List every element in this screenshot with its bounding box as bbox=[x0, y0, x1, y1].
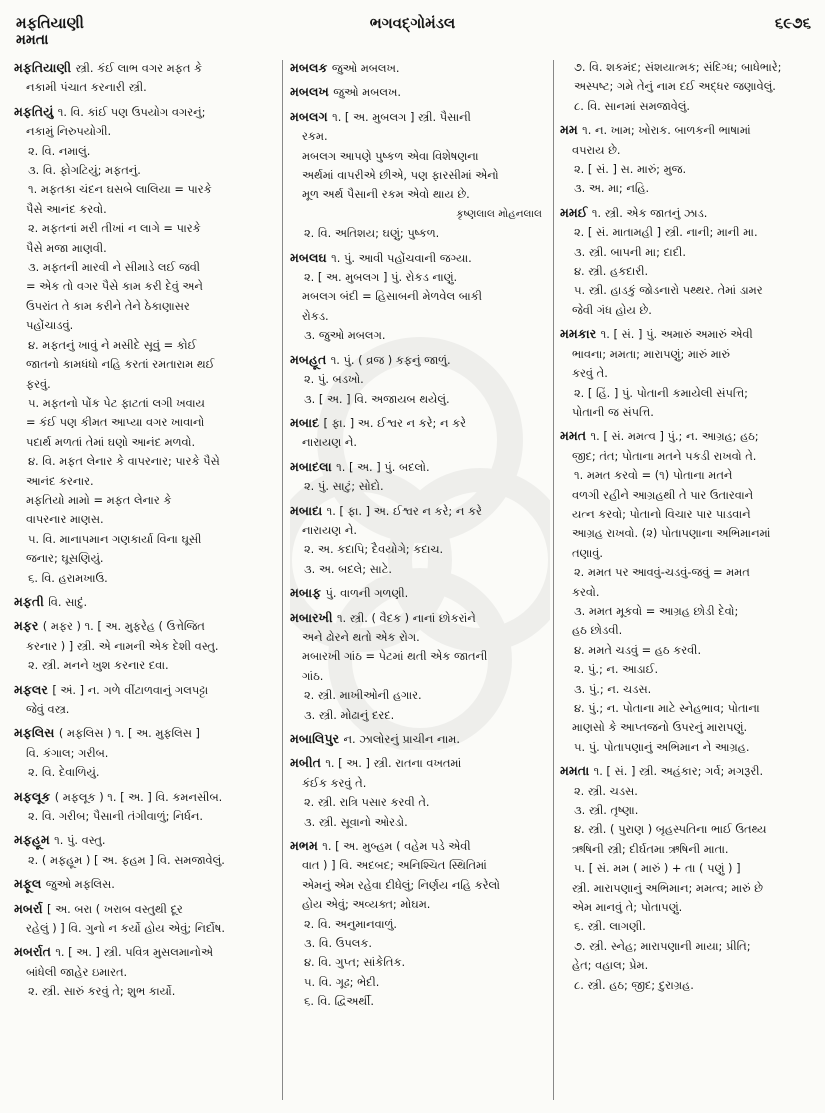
definition-line: ૩. અ. મા; નહિ. bbox=[574, 181, 650, 196]
definition-line: ૨. [ અ. મુબલગ ] પું. રોકડ નાણું. bbox=[304, 270, 458, 285]
definition-line: ભાવના; મમતા; મારાપણું; મારું મારું bbox=[572, 346, 730, 361]
dictionary-entry bbox=[290, 583, 548, 603]
definition-text: જુઓ મબલખ. bbox=[331, 61, 400, 75]
definition-text: ૧. વિ. કાંઈ પણ ઉપયોગ વગરનું; bbox=[57, 104, 206, 119]
headword: મબાફ bbox=[290, 585, 326, 601]
definition-line: રોકડ. bbox=[302, 308, 329, 323]
definition-text: પું. વાળની ગળણી. bbox=[325, 586, 409, 601]
definition-line: માણસો કે આપ્તજનો ઉપરનું મારાપણું. bbox=[572, 720, 748, 735]
definition-text: ૧. [ સં. મમત્વ ] પું.; ન. આગ્રહ; હઠ; bbox=[590, 429, 759, 444]
headword: મફૂલ bbox=[14, 876, 46, 892]
definition-line: તણાવું. bbox=[572, 545, 603, 560]
definition-line: ૩. સ્ત્રી. મોઢાનું દરદ. bbox=[304, 707, 395, 722]
headword: મબલખ bbox=[290, 84, 334, 100]
dictionary-entry bbox=[14, 874, 276, 894]
headword: મફતિયાણી bbox=[14, 60, 76, 75]
headword: મબર્રાત bbox=[14, 944, 56, 960]
definition-line: પહોંચાડવું. bbox=[26, 318, 74, 333]
definition-line: મફતિયો મામો = મફત લેનાર કે bbox=[26, 492, 172, 507]
definition-line: વળગી રહીને આગ્રહથી તે પાર ઉતારવાને bbox=[572, 487, 754, 502]
definition-line: મબલગ બંદી = હિસાબની મેળવેલ બાકી bbox=[302, 289, 482, 304]
dictionary-entry bbox=[290, 350, 548, 409]
dictionary-entry bbox=[14, 942, 276, 1001]
definition-line: ૩. મફતની મારવી ને સીમાડે લઈ જવી bbox=[28, 260, 201, 275]
definition-text: [ અ. બરા ( ખરાબ વસ્તુથી દૂર bbox=[47, 901, 183, 916]
dictionary-entry bbox=[560, 324, 818, 422]
dictionary-entry bbox=[290, 501, 548, 580]
headword: મબાદ bbox=[290, 414, 324, 430]
definition-text: ૧. પું. ( વ્રજ ) કફનું જાળું. bbox=[330, 352, 451, 367]
definition-text: વિ. સાદું. bbox=[48, 594, 88, 609]
dictionary-columns bbox=[0, 58, 825, 1108]
definition-line: ૨. વિ. ગરીબ; પૈસાની તંગીવાળું; નિર્ધન. bbox=[28, 809, 204, 824]
headword: મબલક bbox=[290, 60, 332, 75]
headword: મબીત bbox=[290, 755, 326, 771]
dictionary-entry bbox=[290, 107, 548, 244]
definition-line: વાપરનાર માણસ. bbox=[26, 512, 104, 527]
dictionary-entry bbox=[14, 58, 276, 98]
dictionary-entry bbox=[290, 58, 548, 78]
definition-text: જુઓ મબલખ. bbox=[333, 85, 401, 100]
definition-line: નકામું નિરુપયોગી. bbox=[26, 124, 112, 139]
headword: મબાદા bbox=[290, 502, 327, 518]
headword: મમઈ bbox=[560, 204, 592, 220]
definition-line: ૫. મફતનો પોંક પેટ ફાટતાં લગી ખવાય bbox=[28, 395, 205, 410]
definition-line: ૪. મમતે ચડવું = હઠ કરવી. bbox=[574, 642, 702, 657]
definition-line: ૨. પું. બડખો. bbox=[304, 372, 364, 387]
definition-text: ૧. પું. વસ્તુ. bbox=[54, 833, 106, 848]
definition-line: ૩. સ્ત્રી. તૃષ્ણા. bbox=[574, 803, 639, 818]
definition-line: ૩. જુઓ મબલગ. bbox=[304, 328, 386, 343]
definition-line: ૪. વિ. ગુપ્ત; સાંકેતિક. bbox=[304, 955, 406, 970]
definition-line: ૫. સ્ત્રી. હાડકું જોડનારો પથ્થર. તેમાં ડામર bbox=[574, 283, 763, 298]
dictionary-entry bbox=[290, 729, 548, 749]
headword: મફહૂમ bbox=[14, 832, 55, 848]
definition-line: એમ માનવું તે; પોતાપણું. bbox=[572, 900, 683, 915]
definition-line: = એક તો વગર પૈસે કામ કરી દેવું અને bbox=[26, 279, 203, 294]
dictionary-entry bbox=[14, 102, 276, 588]
headword: મમતા bbox=[560, 763, 594, 779]
book-title: ભગવદ્ગોમંડલ bbox=[369, 14, 456, 32]
definition-line: ૬. વિ. દ્વિઅર્થી. bbox=[304, 994, 374, 1009]
definition-line: ૫. વિ. માનાપમાન ગણકાર્યા વિના ઘૂસી bbox=[28, 531, 202, 546]
column-3 bbox=[560, 58, 818, 1108]
definition-text: ૧. [ અ. ] પું. બદલો. bbox=[336, 459, 430, 474]
definition-text: ૧. [ સં. ] સ્ત્રી. અહંકાર; ગર્વ; મગરૂરી. bbox=[593, 764, 764, 779]
definition-text: ૧. [ અ. ] સ્ત્રી. રાતના વખતમાં bbox=[325, 756, 462, 771]
left-guide-word: મફતિયાણી bbox=[16, 14, 84, 32]
definition-line: ૨. [ હિં. ] પું. પોતાની કમાયેલી સંપત્તિ; bbox=[574, 385, 748, 400]
quote-attribution: કૃષ્ણલાલ મોહનલાલ bbox=[456, 207, 542, 220]
headword: મફલર bbox=[14, 681, 53, 697]
dictionary-entry bbox=[560, 203, 818, 320]
headword: મબાલિપુર bbox=[290, 731, 344, 746]
headword: મમ bbox=[560, 122, 583, 138]
definition-line: ૬. વિ. હરામખાઉ. bbox=[28, 570, 108, 585]
definition-text: ( મફલૂક ) ૧. [ અ. ] વિ. કમનસીબ. bbox=[54, 789, 223, 804]
definition-text: ૧. [ અ. ] સ્ત્રી. પવિત્ર મુસલમાનોએ bbox=[55, 945, 214, 960]
definition-line: વપરાય છે. bbox=[572, 142, 621, 157]
definition-line: પૈસે મજા માણવી. bbox=[26, 240, 107, 255]
definition-text: ન. ઝાલોરનું પ્રાચીન નામ. bbox=[343, 732, 460, 746]
definition-line: ૭. સ્ત્રી. સ્નેહ; મારાપણાની માયા; પ્રીતિ; bbox=[574, 938, 751, 953]
definition-line: મબારખી ગાંઠ = પેટમાં થતી એક જાતની bbox=[302, 649, 488, 664]
definition-line: ૨. સ્ત્રી. માખીઓની હગાર. bbox=[304, 688, 422, 703]
definition-line: કંઈક કરવું તે. bbox=[302, 775, 367, 790]
dictionary-entry bbox=[560, 120, 818, 199]
dictionary-entry bbox=[14, 680, 276, 720]
definition-line: ૫. વિ. ગૂઢ; ભેદી. bbox=[304, 974, 380, 989]
definition-line: મબલગ આપણે પુષ્કળ એવા વિશેષણના bbox=[302, 148, 479, 163]
headword: મબર્રા bbox=[14, 900, 47, 916]
dictionary-entry bbox=[290, 608, 548, 725]
definition-text: [ ફા. ] અ. ઈશ્વર ન કરે; ન કરે bbox=[323, 415, 467, 430]
definition-line: કરવું તે. bbox=[572, 366, 608, 381]
dictionary-entry bbox=[290, 82, 548, 102]
definition-line: ફરવું. bbox=[26, 376, 51, 391]
right-guide-word: મમતા bbox=[16, 32, 49, 48]
definition-line: જેવી ગંધ હોય છે. bbox=[572, 302, 652, 317]
headword: મફતી bbox=[14, 593, 49, 609]
definition-line: ૨. સ્ત્રી. મનને ખુશ કરનાર દવા. bbox=[28, 658, 169, 673]
page-number: ૬૯૭૬ bbox=[774, 14, 811, 32]
headword: મમકાર bbox=[560, 326, 601, 342]
definition-line: ૩. [ અ. ] વિ. અજાયબ થયેલું. bbox=[304, 391, 450, 406]
definition-line: ૨. મફતનાં મરી તીખાં ન લાગે = પારકે bbox=[28, 221, 201, 236]
definition-text: ૧. [ સં. ] પું. અમારું અમારું એવી bbox=[600, 327, 753, 342]
definition-line: ગાંઠ. bbox=[302, 668, 324, 683]
definition-line: ૧. મફતકા ચંદન ઘસબે લાલિયા = પારકે bbox=[28, 182, 212, 197]
definition-text: ( મફર ) ૧. [ અ. મુફરેહ ( ઉત્તેજિત bbox=[42, 619, 205, 634]
headword: મબલઘ bbox=[290, 249, 332, 265]
definition-line: આનંદ કરનાર. bbox=[26, 473, 94, 488]
definition-line: ૩. મમત મૂકવો = આગ્રહ છોડી દેવો; bbox=[574, 603, 739, 618]
definition-line: ૨. વિ. અનુમાનવાળું. bbox=[304, 916, 398, 931]
headword: મફલૂક bbox=[14, 788, 55, 804]
definition-line: હઠ છોડવી. bbox=[572, 623, 623, 638]
definition-line: ૫. [ સં. મમ ( મારું ) + તા ( પણું ) ] bbox=[574, 861, 741, 876]
definition-text: ૧. [ અ. મુબ્હમ ( વહેમ પડે એવી bbox=[322, 839, 471, 854]
definition-line: મૂળ અર્થ પૈસાની રકમ એવો થાય છે. bbox=[302, 187, 470, 202]
running-head bbox=[0, 10, 825, 34]
headword: મમત bbox=[560, 428, 591, 444]
definition-line: ૨. સ્ત્રી. રાત્રિ પસાર કરવી તે. bbox=[304, 795, 430, 810]
definition-line: ૭. વિ. શકમંદ; સંશયાત્મક; સંદિગ્ધ; બાધેભારે; bbox=[574, 60, 782, 74]
definition-line: ૨. [ સં. ] સ. મારું; મુજ. bbox=[574, 162, 687, 177]
definition-line: ૪. વિ. મફત લેનાર કે વાપરનાર; પારકે પૈસે bbox=[28, 454, 220, 469]
definition-line: રકમ. bbox=[302, 129, 328, 144]
definition-line: હોય એવું; અવ્યક્ત; મોઘમ. bbox=[302, 897, 431, 912]
dictionary-entry bbox=[560, 426, 818, 757]
definition-line: ૨. મમત પર આવવું-ચડવું-જવું = મમત bbox=[574, 565, 750, 580]
definition-line: ૨. સ્ત્રી. સારું કરવું તે; શુભ કાર્યો. bbox=[28, 984, 176, 999]
dictionary-entry bbox=[14, 899, 276, 939]
definition-line: રહેલું ) ] વિ. ગુનો ન કર્યો હોય એવું; નિર્દોષ. bbox=[26, 921, 225, 936]
definition-line: ૧. મમત કરવો = (૧) પોતાના મતને bbox=[574, 468, 733, 483]
definition-line: ૨. વિ. નમાલું. bbox=[28, 143, 91, 158]
definition-line: કરવો. bbox=[572, 584, 600, 599]
dictionary-entry bbox=[290, 413, 548, 453]
definition-line: ૨. વિ. અતિશય; ઘણું; પુષ્કળ. bbox=[304, 226, 440, 241]
dictionary-entry bbox=[290, 836, 548, 1012]
headword: મભમ bbox=[290, 838, 323, 854]
definition-line: એમનું એમ રહેવા દીધેલું; નિર્ણય નહિ કરેલો bbox=[302, 877, 500, 892]
definition-line: હેત; વહાલ; પ્રેમ. bbox=[572, 958, 649, 973]
column-2 bbox=[290, 58, 548, 1108]
dictionary-entry bbox=[14, 787, 276, 827]
definition-line: ૨. વિ. દેવાળિયું. bbox=[28, 765, 100, 780]
definition-line: નારાયણ ને. bbox=[302, 522, 357, 537]
definition-line: જેવું વસ્ત્ર. bbox=[26, 702, 70, 716]
definition-line: ૩. સ્ત્રી. સૂવાનો ઓરડો. bbox=[304, 814, 408, 829]
definition-line: યત્ન કરવો; પોતાનો વિચાર પાર પાડવાને bbox=[572, 506, 751, 521]
definition-line: ૨. ( મફહૂમ ) [ અ. ફહમ ] વિ. સમજાવેલું. bbox=[28, 852, 225, 867]
definition-line: ૫. પું. પોતાપણાનું અભિમાન ને આગ્રહ. bbox=[574, 739, 750, 754]
definition-line: ૪. મફતનું ખાવું ને મસીદે સૂવું = કોઈ bbox=[28, 337, 197, 352]
dictionary-entry bbox=[14, 616, 276, 675]
definition-line: અસ્પષ્ટ; ગમે તેનું નામ દઈ અદ્ધર જણાવેલું. bbox=[574, 79, 776, 94]
definition-text: ૧. [ ફા. ] અ. ઈશ્વર ન કરે; ન કરે bbox=[326, 503, 482, 518]
definition-line: ૮. વિ. સાનમાં સમજાવેલું. bbox=[574, 98, 691, 113]
definition-line: પોતાની જ સંપત્તિ. bbox=[572, 404, 654, 419]
definition-line: ૪. સ્ત્રી. હકદારી. bbox=[574, 264, 649, 279]
dictionary-entry bbox=[560, 761, 818, 995]
definition-line: ૪. સ્ત્રી. ( પુરાણ ) બૃહસ્પતિના ભાઈ ઉતથ્ય bbox=[574, 822, 767, 837]
definition-line: ઉપરાંત તે કામ કરીને તેને ઠેકાણાસર bbox=[26, 298, 190, 313]
headword: મબારખી bbox=[290, 609, 337, 625]
definition-line: નારાયણ ને. bbox=[302, 435, 357, 450]
definition-line: આગ્રહ રાખવો. (૨) પોતાપણાના અભિમાનમાં bbox=[572, 526, 771, 541]
definition-text: ( મફલિસ ) ૧. [ અ. મુફલિસ ] bbox=[58, 726, 200, 741]
definition-line: જાતનો કામધંધો નહિ કરતાં રમતારામ થઈ bbox=[26, 357, 215, 372]
definition-line: જીદ; તંત; પોતાના મતને પકડી રાખવો તે. bbox=[572, 448, 757, 463]
definition-line: પદાર્થ મળતાં તેમાં ઘણો આનંદ મળવો. bbox=[26, 434, 196, 449]
definition-line: ૩. અ. બદલે; સાટે. bbox=[304, 561, 392, 576]
definition-text: ૧. પું. આવી પહોંચવાની જગ્યા. bbox=[331, 250, 472, 265]
dictionary-entry bbox=[14, 592, 276, 612]
headword: મબહૂત bbox=[290, 351, 331, 367]
definition-line: સ્ત્રી. મારાપણાનું અભિમાન; મમત્વ; મારું છે bbox=[572, 880, 763, 895]
definition-text: ૧. ન. ખામ; ખોરાક. બાળકની ભાષામાં bbox=[582, 123, 751, 138]
definition-text: ૧. [ અ. મુબલગ ] સ્ત્રી. પૈસાની bbox=[332, 109, 471, 124]
definition-text: ૧. સ્ત્રી. એક જાતનું ઝાડ. bbox=[591, 205, 708, 220]
dictionary-entry bbox=[14, 723, 276, 782]
dictionary-entry bbox=[290, 753, 548, 832]
headword: મફલિસ bbox=[14, 725, 59, 741]
definition-line: કરનાર ) ] સ્ત્રી. એ નામની એક દેશી વસ્તુ. bbox=[26, 638, 219, 653]
dictionary-entry bbox=[290, 248, 548, 346]
column-1 bbox=[14, 58, 276, 1108]
definition-line: અર્થમાં વાપરીએ છીએ, પણ ફારસીમાં એનો bbox=[302, 168, 499, 183]
definition-line: ૨. પું.; ન. આડાઈ. bbox=[574, 662, 659, 677]
definition-line: ૬. સ્ત્રી. લાગણી. bbox=[574, 919, 646, 934]
definition-line: ૩. વિ. ફોગટિયું; મફતનું. bbox=[28, 163, 141, 178]
dictionary-entry bbox=[14, 830, 276, 870]
definition-line: ૨. [ સં. માતામહી ] સ્ત્રી. નાની; માની મા. bbox=[574, 225, 758, 240]
definition-text: સ્ત્રી. કંઈ લાભ વગર મફત કે bbox=[75, 61, 203, 75]
definition-line: ૪. પું.; ન. પોતાના માટે સ્નેહભાવ; પોતાના bbox=[574, 701, 760, 715]
definition-line: ૩. વિ. ઉપલક. bbox=[304, 936, 373, 951]
definition-text: ૧. સ્ત્રી. ( વૈદક ) નાનાં છોકરાંને bbox=[336, 610, 476, 625]
definition-line: પૈસે આનંદ કરવો. bbox=[26, 201, 107, 216]
definition-line: ઋષિની સ્ત્રી; દીર્ઘતમા ઋષિની માતા. bbox=[572, 841, 729, 856]
definition-line: બાંધેલી જાહેર ઇમારત. bbox=[26, 964, 128, 979]
definition-text: જુઓ મફલિસ. bbox=[45, 877, 115, 892]
definition-line: વિ. કંગાલ; ગરીબ. bbox=[26, 745, 109, 760]
definition-line: ૩. સ્ત્રી. બાપની મા; દાદી. bbox=[574, 244, 686, 259]
headword: મફર bbox=[14, 618, 43, 634]
definition-line: અને ઢોરને થતો એક રોગ. bbox=[302, 629, 420, 644]
dictionary-entry bbox=[560, 58, 818, 116]
definition-line: ૮. સ્ત્રી. હઠ; જીદ; દુરાગ્રહ. bbox=[574, 977, 694, 992]
definition-line: નકામી પંચાત કરનારી સ્ત્રી. bbox=[26, 80, 147, 95]
dictionary-entry bbox=[290, 457, 548, 497]
headword: મફતિયું bbox=[14, 103, 58, 119]
headword: મબાદલા bbox=[290, 458, 337, 474]
definition-line: ૩. પું.; ન. ચડસ. bbox=[574, 681, 652, 696]
definition-line: ૨. સ્ત્રી. ચડસ. bbox=[574, 783, 638, 798]
definition-line: ૨. અ. કદાપિ; દૈવયોગે; કદાચ. bbox=[304, 542, 444, 557]
definition-line: વાત ) ] વિ. અદબદ; અનિશ્ચિત સ્થિતિમાં bbox=[302, 858, 487, 873]
definition-line: = કંઈ પણ કીમત આપ્યા વગર ખાવાનો bbox=[26, 415, 205, 430]
definition-text: [ અં. ] ન. ગળે વીંટાળવાનું ગલપટ્ટા bbox=[52, 682, 209, 697]
headword: મબલગ bbox=[290, 108, 333, 124]
definition-line: ૨. પું. સાટું; સોદો. bbox=[304, 479, 384, 494]
definition-line: જનાર; ઘૂસણિયું. bbox=[26, 551, 104, 566]
